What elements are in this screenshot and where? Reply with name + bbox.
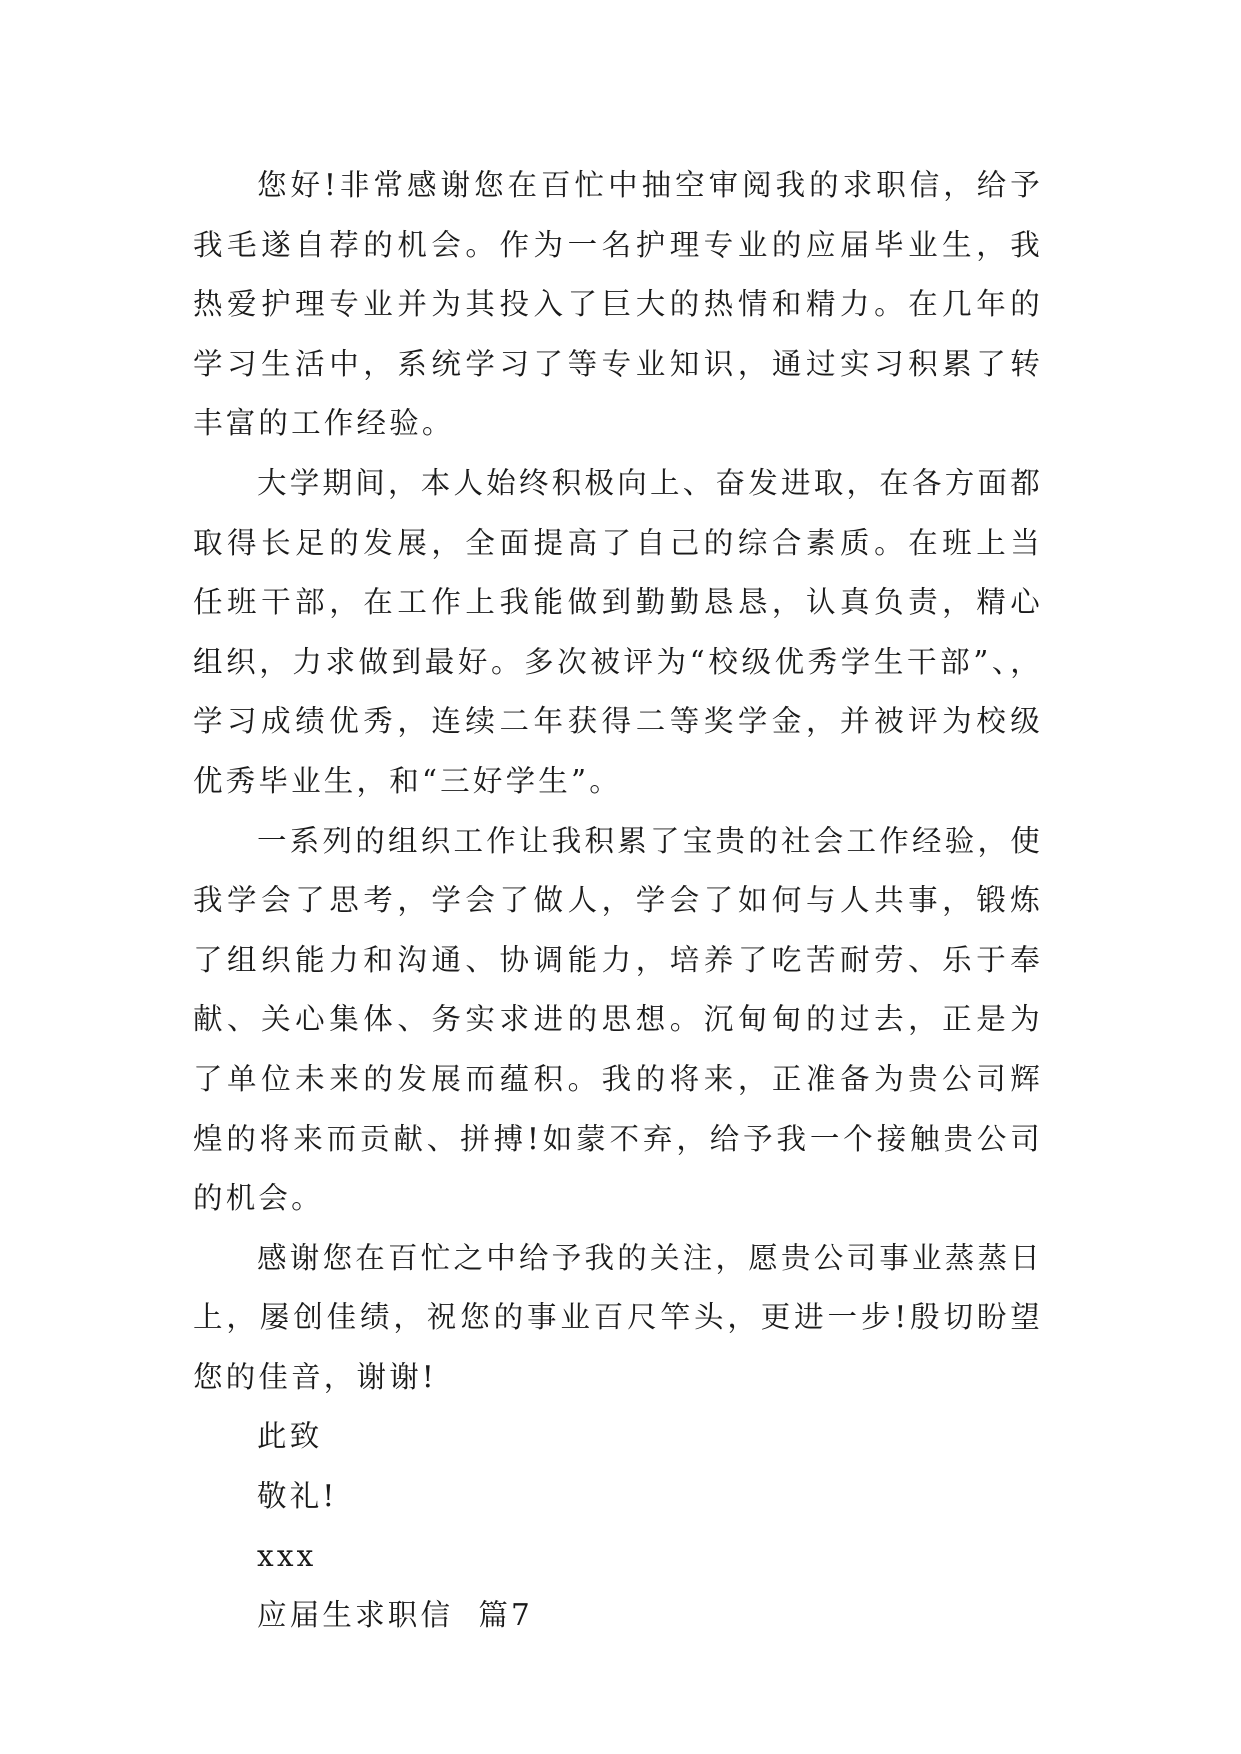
closing-respect: 敬礼! — [257, 1479, 338, 1514]
letter-body — [193, 156, 1043, 1646]
paragraph-greeting: 您好!非常感谢您在百忙中抽空审阅我的求职信，给予我毛遂自荐的机会。作为一名护理专业的应届毕业生，我热爱护理专业并为其投入了巨大的热情和精力。在几年的学习生活中，系统学习了等专业知识，通过实习积累了转丰富的工作经验。 — [193, 168, 1043, 441]
next-section-heading: 应届生求职信 篇7 — [257, 1598, 534, 1633]
closing-salutation: 此致 — [257, 1419, 323, 1454]
paragraph-experience: 一系列的组织工作让我积累了宝贵的社会工作经验，使我学会了思考，学会了做人，学会了如何与人共事，锻炼了组织能力和沟通、协调能力，培养了吃苦耐劳、乐于奉献、关心集体、务实求进的思想。沉甸甸的过去，正是为了单位未来的发展而蕴积。我的将来，正准备为贵公司辉煌的将来而贡献、拼搏!如蒙不弃，给予我一个接触贵公司的机会。 — [193, 823, 1043, 1216]
paragraph-thanks: 感谢您在百忙之中给予我的关注，愿贵公司事业蒸蒸日上，屡创佳绩，祝您的事业百尺竿头，更进一步!殷切盼望您的佳音，谢谢! — [193, 1240, 1043, 1394]
signature: xxx — [257, 1538, 317, 1573]
paragraph-university: 大学期间，本人始终积极向上、奋发进取，在各方面都取得长足的发展，全面提高了自己的综合素质。在班上当任班干部，在工作上我能做到勤勤恳恳，认真负责，精心组织，力求做到最好。多次被评为“校级优秀学生干部”、，学习成绩优秀，连续二年获得二等奖学金，并被评为校级优秀毕业生，和“三好学生”。 — [193, 465, 1043, 798]
